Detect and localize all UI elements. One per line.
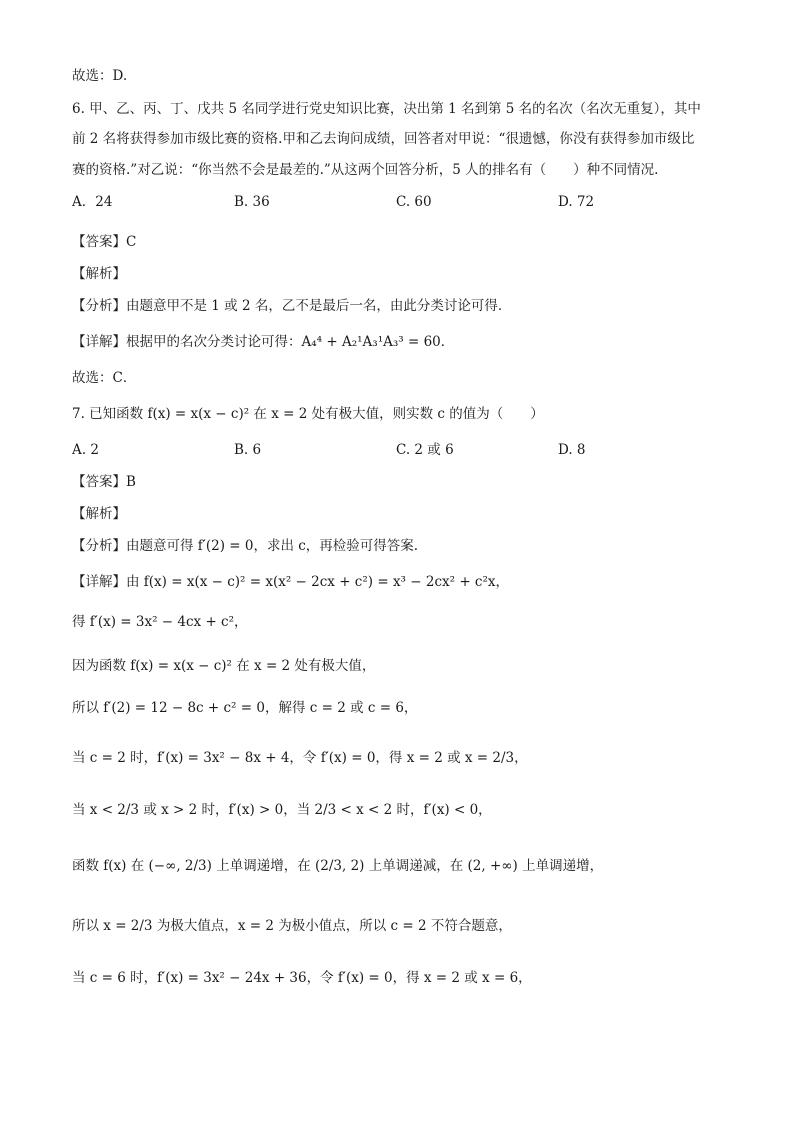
q7-detail-6: 当 x < 2/3 或 x > 2 时，f′(x) > 0，当 2/3 < x < 2 时，f′(x) < 0，: [72, 802, 492, 818]
q7-detail-1: 【详解】由 f(x) = x(x − c)² = x(x² − 2cx + c²) = x³ − 2cx² + c²x，: [72, 574, 510, 590]
question-6-text-2: 前 2 名将获得参加市级比赛的资格.甲和乙去询问成绩，回答者对甲说：“很遗憾，你没有获得参加市级比: [72, 131, 695, 147]
question-6-text-1: 6. 甲、乙、丙、丁、戊共 5 名同学进行党史知识比赛，决出第 1 名到第 5 名的名次（名次无重复），其中: [72, 101, 701, 117]
q6-analysis-heading: 【解析】: [72, 266, 126, 282]
q7-answer: 【答案】B: [72, 474, 136, 490]
q7-detail-9: 当 c = 6 时，f′(x) = 3x² − 24x + 36，令 f′(x) = 0，得 x = 2 或 x = 6，: [72, 970, 532, 986]
q7-analysis-heading: 【解析】: [72, 506, 126, 522]
q7-detail-3: 因为函数 f(x) = x(x − c)² 在 x = 2 处有极大值，: [72, 658, 376, 674]
q6-detail: 【详解】根据甲的名次分类讨论可得：A₄⁴ + A₂¹A₃¹A₃³ = 60．: [72, 334, 455, 350]
q6-choice: 故选：C．: [72, 370, 137, 386]
q7-option-b: B. 6: [234, 442, 262, 458]
answer-choice-line: 故选：D.: [72, 68, 128, 84]
q6-answer: 【答案】C: [72, 234, 137, 250]
q7-analysis: 【分析】由题意可得 f′(2) = 0，求出 c，再检验可得答案.: [72, 538, 419, 554]
q6-analysis: 【分析】由题意甲不是 1 或 2 名，乙不是最后一名，由此分类讨论可得．: [72, 298, 512, 314]
q7-detail-8: 所以 x = 2/3 为极大值点，x = 2 为极小值点，所以 c = 2 不符合题意，: [72, 918, 512, 934]
q7-option-a: A. 2: [72, 442, 99, 458]
q6-option-d: D. 72: [558, 194, 595, 210]
question-6-text-3: 赛的资格.”对乙说：“你当然不会是最差的.”从这两个回答分析，5 人的排名有（ ）种不同情况.: [72, 162, 659, 178]
q7-detail-5: 当 c = 2 时，f′(x) = 3x² − 8x + 4，令 f′(x) = 0，得 x = 2 或 x = 2/3，: [72, 750, 528, 766]
q6-option-a: A．24: [72, 194, 113, 210]
q7-option-c: C. 2 或 6: [396, 442, 454, 458]
q6-option-c: C. 60: [396, 194, 432, 210]
question-7-text: 7. 已知函数 f(x) = x(x − c)² 在 x = 2 处有极大值，则实数 c 的值为（ ）: [72, 406, 544, 422]
q7-detail-7: 函数 f(x) 在 (−∞, 2/3) 上单调递增，在 (2/3, 2) 上单调递减，在 (2, +∞) 上单调递增，: [72, 858, 604, 874]
q7-detail-4: 所以 f′(2) = 12 − 8c + c² = 0，解得 c = 2 或 c = 6，: [72, 700, 418, 716]
q7-detail-2: 得 f′(x) = 3x² − 4cx + c²，: [72, 614, 248, 630]
q7-option-d: D. 8: [558, 442, 586, 458]
q6-option-b: B. 36: [234, 194, 270, 210]
